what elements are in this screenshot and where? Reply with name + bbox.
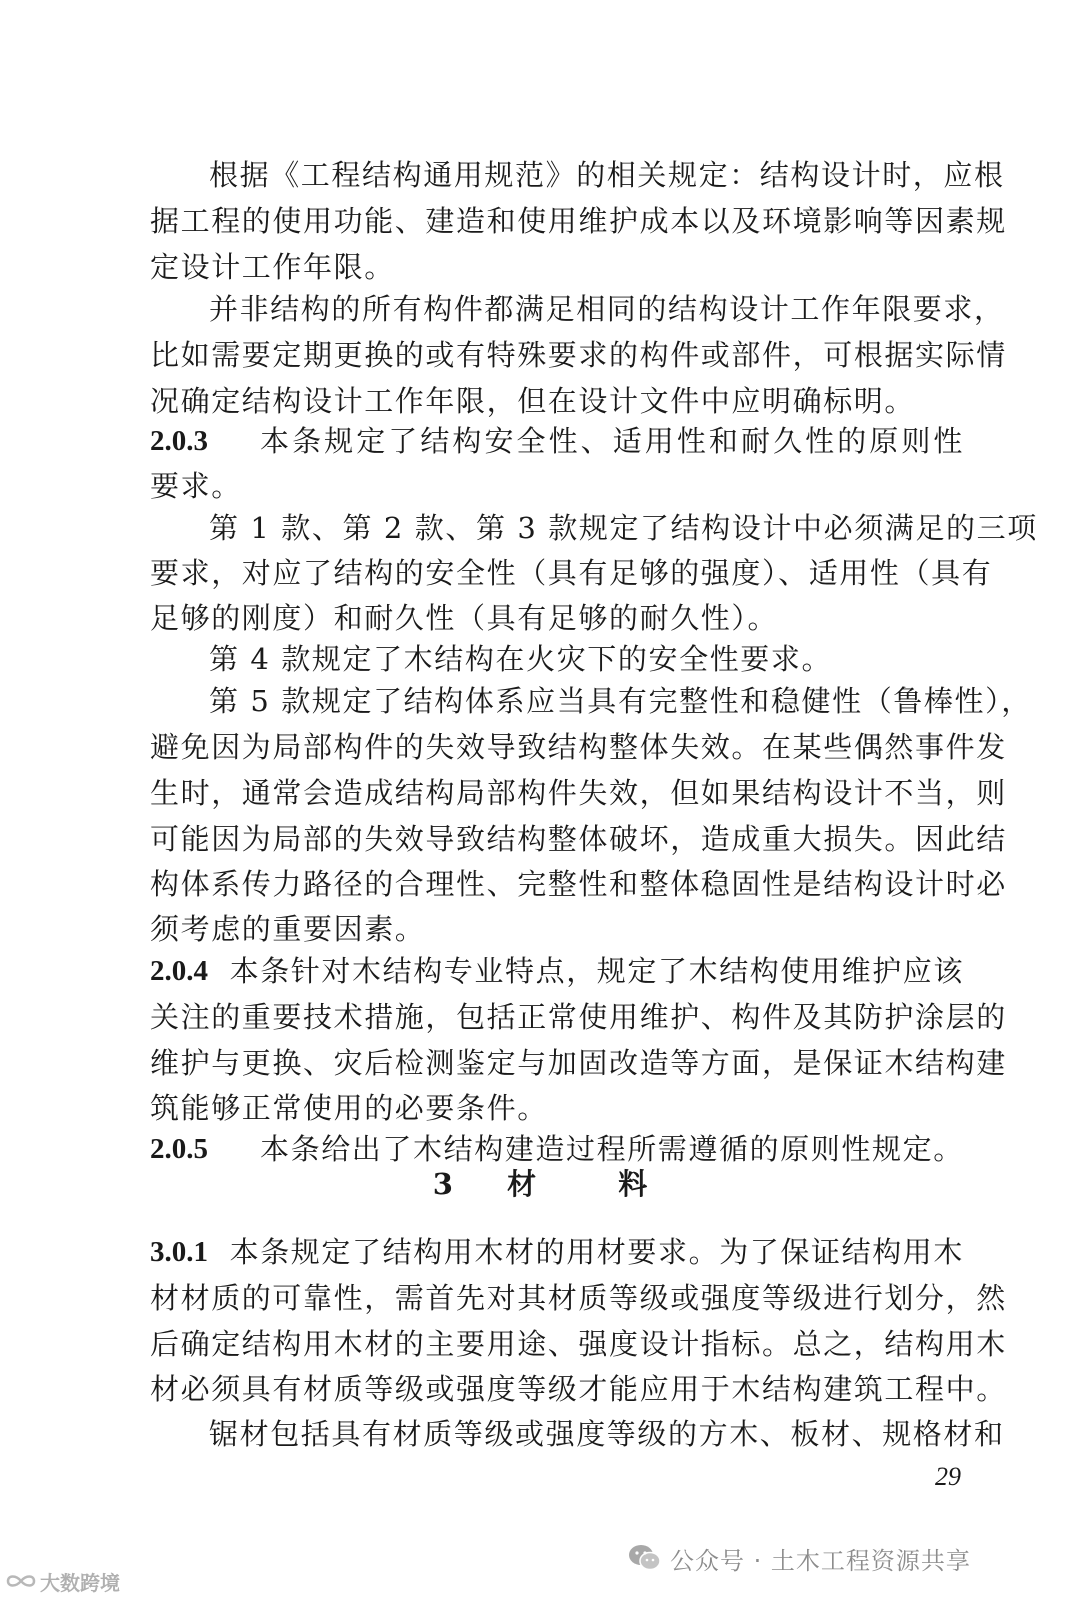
- paragraph-line: 关注的重要技术措施，包括正常使用维护、构件及其防护涂层的: [150, 1000, 1007, 1034]
- clause-text: 本条规定了结构用木材的用材要求。为了保证结构用木: [229, 1235, 964, 1269]
- paragraph-line: 筑能够正常使用的必要条件。: [150, 1091, 548, 1125]
- paragraph-line: 避免因为局部构件的失效导致结构整体失效。在某些偶然事件发: [150, 730, 1007, 764]
- paragraph-line: 锯材包括具有材质等级或强度等级的方木、板材、规格材和: [209, 1417, 1005, 1451]
- clause-number: 2.0.3: [150, 425, 208, 457]
- paragraph-line: 要求，对应了结构的安全性（具有足够的强度）、适用性（具有: [150, 556, 993, 590]
- chapter-number: 3: [432, 1167, 453, 1201]
- paragraph-line: 维护与更换、灾后检测鉴定与加固改造等方面，是保证木结构建: [150, 1046, 1007, 1080]
- clause-2-0-5: [150, 1129, 964, 1169]
- clause-text: 本条针对木结构专业特点，规定了木结构使用维护应该: [229, 954, 964, 988]
- chapter-title-char: 材: [507, 1167, 537, 1201]
- paragraph-line: 构体系传力路径的合理性、完整性和整体稳固性是结构设计时必: [150, 867, 1007, 901]
- wechat-watermark-text: 公众号 · 土木工程资源共享: [670, 1546, 971, 1575]
- clause-3-0-1: [150, 1232, 964, 1272]
- chapter-heading: [0, 1164, 1080, 1204]
- corner-watermark: [4, 1566, 120, 1596]
- infinity-logo-icon: [4, 1569, 38, 1593]
- clause-2-0-4: [150, 951, 964, 991]
- paragraph-line: 要求。: [150, 469, 242, 503]
- paragraph-line: 第 5 款规定了结构体系应当具有完整性和稳健性（鲁棒性），: [209, 684, 1032, 718]
- paragraph-line: 足够的刚度）和耐久性（具有足够的耐久性）。: [150, 601, 779, 635]
- paragraph-line: 材必须具有材质等级或强度等级才能应用于木结构建筑工程中。: [150, 1372, 1007, 1406]
- paragraph-line: 第 1 款、第 2 款、第 3 款规定了结构设计中必须满足的三项: [209, 511, 1038, 545]
- paragraph-line: 生时，通常会造成结构局部构件失效，但如果结构设计不当，则: [150, 776, 1007, 810]
- paragraph-line: 根据《工程结构通用规范》的相关规定：结构设计时，应根: [209, 158, 1005, 192]
- chapter-title-char: 料: [618, 1167, 648, 1201]
- paragraph-line: 可能因为局部的失效导致结构整体破坏，造成重大损失。因此结: [150, 822, 1007, 856]
- paragraph-line: 定设计工作年限。: [150, 250, 395, 284]
- wechat-watermark: [628, 1538, 971, 1578]
- page-number: 29: [935, 1462, 961, 1491]
- paragraph-line: 况确定结构设计工作年限，但在设计文件中应明确标明。: [150, 384, 916, 418]
- paragraph-line: 第 4 款规定了木结构在火灾下的安全性要求。: [209, 642, 833, 676]
- paragraph-line: 并非结构的所有构件都满足相同的结构设计工作年限要求，: [209, 292, 1005, 326]
- clause-2-0-3: [150, 421, 964, 461]
- clause-number: 2.0.4: [150, 955, 208, 987]
- clause-text: 本条规定了结构安全性、适用性和耐久性的原则性: [260, 424, 964, 458]
- corner-watermark-text: 大数跨境: [40, 1570, 120, 1595]
- wechat-icon: [628, 1543, 662, 1573]
- paragraph-line: 须考虑的重要因素。: [150, 912, 426, 946]
- paragraph-line: 后确定结构用木材的主要用途、强度设计指标。总之，结构用木: [150, 1327, 1007, 1361]
- paragraph-line: 比如需要定期更换的或有特殊要求的构件或部件，可根据实际情: [150, 338, 1007, 372]
- clause-text: 本条给出了木结构建造过程所需遵循的原则性规定。: [260, 1132, 964, 1166]
- clause-number: 3.0.1: [150, 1236, 208, 1268]
- paragraph-line: 材材质的可靠性，需首先对其材质等级或强度等级进行划分，然: [150, 1281, 1007, 1315]
- paragraph-line: 据工程的使用功能、建造和使用维护成本以及环境影响等因素规: [150, 204, 1007, 238]
- clause-number: 2.0.5: [150, 1133, 208, 1165]
